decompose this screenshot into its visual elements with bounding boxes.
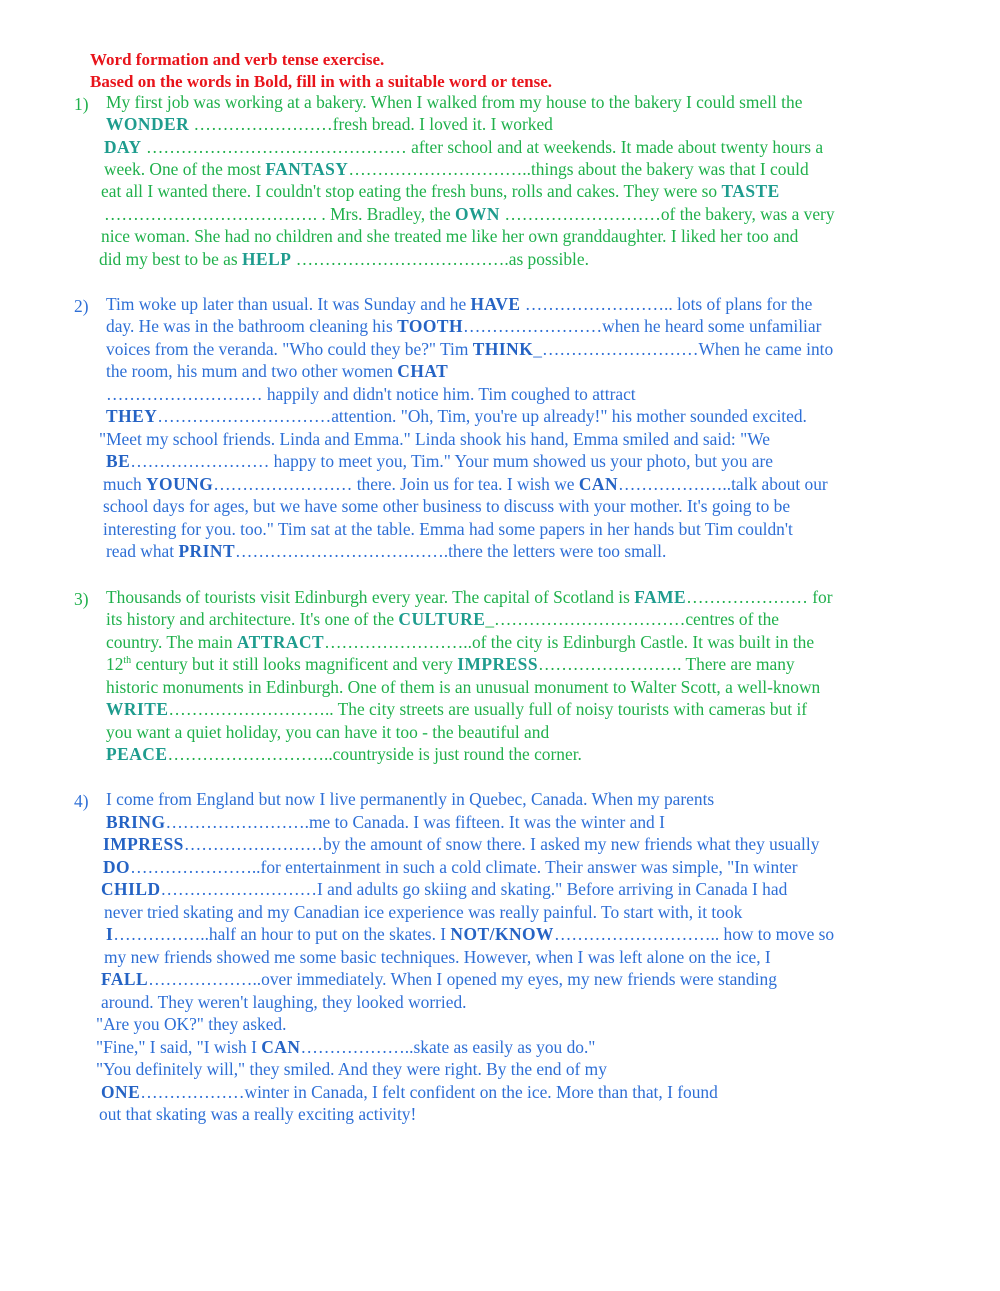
text-segment: Thousands of tourists visit Edinburgh every year. The capital of Scotland is — [106, 587, 635, 607]
text-segment: ……………………..of the city is Edinburgh Castle. It was built in the — [324, 632, 815, 652]
cue-word: FANTASY — [265, 159, 349, 179]
text-segment: country. The main — [106, 632, 237, 652]
exercise-line — [106, 743, 582, 765]
cue-word: NOT/KNOW — [450, 924, 554, 944]
exercise-line — [99, 1103, 416, 1125]
text-segment: ………………..skate as easily as you do." — [300, 1037, 596, 1057]
cue-word: IMPRESS — [103, 834, 184, 854]
exercise-line — [106, 653, 795, 675]
exercise-line — [106, 676, 820, 698]
cue-word: DAY — [104, 137, 142, 157]
exercise-line — [96, 1036, 595, 1058]
text-segment: ……………………. There are many — [538, 654, 795, 674]
text-segment: …………………….. lots of plans for the — [520, 294, 813, 314]
text-segment: ………………winter in Canada, I felt confident on the ice. More than that, I found — [140, 1082, 718, 1102]
exercise-line — [106, 315, 821, 337]
text-segment: ……………………fresh bread. I loved it. I worked — [189, 114, 553, 134]
text-segment: "Fine," I said, "I wish I — [96, 1037, 262, 1057]
cue-word: CAN — [578, 474, 619, 494]
exercise-line — [101, 878, 787, 900]
exercise-line — [103, 856, 798, 878]
text-segment: ……………..half an hour to put on the skates. I — [113, 924, 451, 944]
text-segment: around. They weren't laughing, they looked worried. — [101, 992, 467, 1012]
text-segment: out that skating was a really exciting activity! — [99, 1104, 417, 1124]
text-segment: …………………….me to Canada. I was fifteen. It was the winter and I — [165, 812, 665, 832]
exercise-line — [103, 518, 793, 540]
text-segment: …………………… happy to meet you, Tim." Your mum showed us your photo, but you are — [130, 451, 774, 471]
cue-word: I — [106, 924, 114, 944]
text-segment: ……………………….. how to move so — [553, 924, 835, 944]
superscript: th — [123, 655, 132, 667]
worksheet-title: Word formation and verb tense exercise. — [90, 50, 385, 69]
text-segment: read what — [106, 541, 179, 561]
text-segment: "You definitely will," they smiled. And they were right. By the end of my — [96, 1059, 607, 1079]
text-segment: _……………………………centres of the — [485, 609, 780, 629]
text-segment: "Meet my school friends. Linda and Emma." Linda shook his hand, Emma smiled and said: "We — [99, 429, 770, 449]
text-segment: you want a quiet holiday, you can have it too - the beautiful and — [106, 722, 550, 742]
text-segment: did my best to be as — [99, 249, 242, 269]
exercise-number: 3) — [74, 589, 89, 609]
exercise-line — [99, 248, 589, 270]
text-segment: Tim woke up later than usual. It was Sunday and he — [106, 294, 471, 314]
exercise-number: 2) — [74, 296, 89, 316]
cue-word: TOOTH — [397, 316, 464, 336]
text-segment: ……………………….. The city streets are usually full of noisy tourists with cameras but if — [168, 699, 808, 719]
text-segment: ……………………………….as possible. — [291, 249, 589, 269]
exercise-line — [103, 833, 819, 855]
text-segment: voices from the veranda. "Who could they be?" Tim — [106, 339, 473, 359]
text-segment: My first job was working at a bakery. When I walked from my house to the bakery I could smell the — [106, 92, 803, 112]
text-segment: nice woman. She had no children and she treated me like her own granddaughter. I liked her too and — [101, 226, 799, 246]
exercise-line — [106, 293, 812, 315]
text-segment: "Are you OK?" they asked. — [96, 1014, 287, 1034]
exercise-line — [101, 225, 798, 247]
worksheet-instructions: Based on the words in Bold, fill in with a suitable word or tense. — [90, 72, 553, 91]
exercise-line — [106, 608, 779, 630]
exercise-line — [101, 180, 780, 202]
exercise-line — [101, 991, 467, 1013]
cue-word: FAME — [634, 587, 687, 607]
text-segment: ……………………………….there the letters were too small. — [235, 541, 667, 561]
text-segment: its history and architecture. It's one of the — [106, 609, 399, 629]
text-segment: historic monuments in Edinburgh. One of them is an unusual monument to Walter Scott, a well-known — [106, 677, 821, 697]
text-segment: interesting for you. too." Tim sat at the table. Emma had some papers in her hands but Tim couldn't — [103, 519, 793, 539]
cue-word: CHILD — [101, 879, 161, 899]
text-segment: ……………………… happily and didn't notice him. Tim coughed to attract — [106, 384, 636, 404]
text-segment: …………………… there. Join us for tea. I wish we — [213, 474, 579, 494]
exercise-line — [106, 540, 666, 562]
text-segment: ………………………of the bakery, was a very — [500, 204, 835, 224]
exercise-line — [106, 721, 549, 743]
text-segment: ………………..talk about our — [618, 474, 828, 494]
cue-word: WRITE — [106, 699, 169, 719]
cue-word: CHAT — [397, 361, 449, 381]
text-segment: …………………………attention. "Oh, Tim, you're up already!" his mother sounded excited. — [157, 406, 807, 426]
text-segment: ………………………I and adults go skiing and skating." Before arriving in Canada I had — [160, 879, 788, 899]
cue-word: PEACE — [106, 744, 168, 764]
cue-word: ATTRACT — [236, 632, 325, 652]
exercise-line — [103, 495, 790, 517]
exercise-line — [106, 383, 636, 405]
cue-word: YOUNG — [145, 474, 214, 494]
exercise-line — [106, 113, 553, 135]
exercise-line — [106, 91, 802, 113]
exercise-line — [96, 1058, 607, 1080]
cue-word: OWN — [455, 204, 500, 224]
exercise-number: 4) — [74, 791, 89, 811]
text-segment: my new friends showed me some basic techniques. However, when I was left alone on the ice, I — [104, 947, 771, 967]
exercise-number: 1) — [74, 94, 89, 114]
text-segment: eat all I wanted there. I couldn't stop eating the fresh buns, rolls and cakes. They were so — [101, 181, 722, 201]
cue-word: HAVE — [470, 294, 521, 314]
exercise-line — [103, 473, 828, 495]
text-segment: 12 — [106, 654, 124, 674]
exercise-line — [106, 698, 807, 720]
text-segment: ……………………by the amount of snow there. I asked my new friends what they usually — [183, 834, 820, 854]
cue-word: THINK — [472, 339, 534, 359]
exercise-line — [104, 158, 809, 180]
exercise-line — [101, 1081, 718, 1103]
cue-word: TASTE — [721, 181, 780, 201]
cue-word: BE — [106, 451, 131, 471]
text-segment: _………………………When he came into — [533, 339, 834, 359]
exercise-line — [106, 405, 807, 427]
cue-word: HELP — [241, 249, 292, 269]
text-segment: school days for ages, but we have some other business to discuss with your mother. It's going to be — [103, 496, 791, 516]
text-segment: much — [103, 474, 146, 494]
exercise-line — [96, 1013, 286, 1035]
exercise-line — [101, 968, 777, 990]
cue-word: BRING — [106, 812, 166, 832]
text-segment: day. He was in the bathroom cleaning his — [106, 316, 398, 336]
text-segment: ………………..over immediately. When I opened my eyes, my new friends were standing — [148, 969, 777, 989]
exercise-line — [106, 811, 665, 833]
cue-word: CAN — [261, 1037, 301, 1057]
text-segment: the room, his mum and two other women — [106, 361, 398, 381]
exercise-line — [106, 360, 448, 382]
text-segment: ………………… for — [686, 587, 833, 607]
cue-word: FALL — [101, 969, 149, 989]
text-segment: ……………………………………… after school and at weekends. It made about twenty hours a — [141, 137, 824, 157]
exercise-line — [106, 450, 773, 472]
text-segment: I come from England but now I live permanently in Quebec, Canada. When my parents — [106, 789, 715, 809]
exercise-line — [106, 788, 714, 810]
cue-word: DO — [103, 857, 131, 877]
text-segment: week. One of the most — [104, 159, 266, 179]
cue-word: THEY — [106, 406, 158, 426]
exercise-line — [104, 136, 823, 158]
cue-word: PRINT — [178, 541, 236, 561]
exercise-line — [106, 586, 833, 608]
exercise-line — [104, 901, 742, 923]
text-segment: century but it still looks magnificent and very — [131, 654, 458, 674]
text-segment: ………………………………. . Mrs. Bradley, the — [104, 204, 456, 224]
text-segment: never tried skating and my Canadian ice experience was really painful. To start with, it took — [104, 902, 743, 922]
cue-word: ONE — [101, 1082, 141, 1102]
text-segment: …………………..for entertainment in such a cold climate. Their answer was simple, "In winter — [130, 857, 798, 877]
exercise-line — [106, 923, 834, 945]
exercise-line — [104, 946, 771, 968]
text-segment: …………………………..things about the bakery was that I could — [348, 159, 809, 179]
text-segment: ………………………..countryside is just round the corner. — [167, 744, 582, 764]
exercise-line — [99, 428, 770, 450]
cue-word: CULTURE — [398, 609, 486, 629]
cue-word: IMPRESS — [457, 654, 538, 674]
exercise-line — [106, 338, 833, 360]
cue-word: WONDER — [106, 114, 190, 134]
exercise-line — [106, 631, 814, 653]
text-segment: ……………………when he heard some unfamiliar — [463, 316, 822, 336]
exercise-line — [104, 203, 835, 225]
